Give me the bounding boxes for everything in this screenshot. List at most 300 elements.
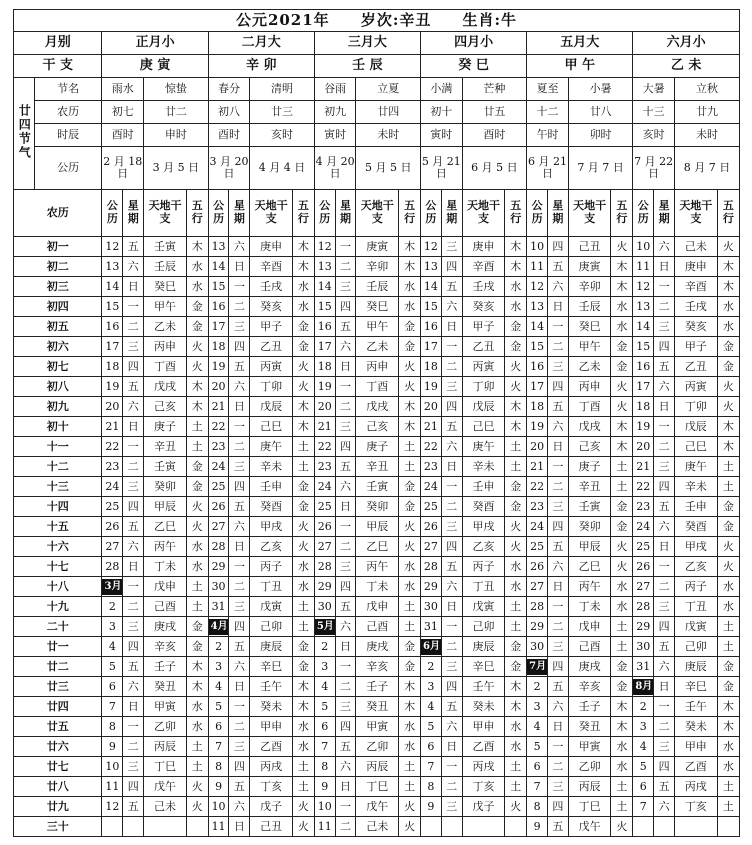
solar-date: 21 bbox=[633, 457, 654, 477]
weekday: 三 bbox=[123, 757, 144, 777]
weekday: 六 bbox=[229, 517, 250, 537]
weekday: 二 bbox=[547, 477, 568, 497]
solar-date: 26 bbox=[208, 497, 229, 517]
weekday: 一 bbox=[441, 757, 462, 777]
solar-term-date: 5 月 5 日 bbox=[356, 147, 421, 190]
solar-term-field-label: 农历 bbox=[34, 101, 102, 124]
day-element: 水 bbox=[717, 737, 739, 757]
solar-term-date: 6 月 21 日 bbox=[527, 147, 569, 190]
table-row bbox=[14, 617, 740, 637]
weekday: 三 bbox=[335, 557, 356, 577]
solar-date: 15 bbox=[314, 297, 335, 317]
day-ganzhi: 丁亥 bbox=[250, 777, 293, 797]
weekday: 一 bbox=[335, 377, 356, 397]
day-ganzhi: 甲午 bbox=[568, 337, 611, 357]
ganzhi-header: 天地干支 bbox=[356, 190, 399, 237]
weekday: 六 bbox=[335, 337, 356, 357]
solar-date-header: 公历 bbox=[102, 190, 123, 237]
day-element bbox=[505, 817, 527, 837]
solar-term-time: 亥时 bbox=[250, 124, 315, 147]
solar-date: 23 bbox=[633, 497, 654, 517]
day-ganzhi: 癸卯 bbox=[568, 517, 611, 537]
solar-date: 4 bbox=[633, 737, 654, 757]
weekday: 日 bbox=[335, 637, 356, 657]
day-element: 火 bbox=[717, 237, 739, 257]
day-ganzhi: 癸卯 bbox=[144, 477, 187, 497]
day-element: 土 bbox=[611, 637, 633, 657]
weekday: 日 bbox=[547, 577, 568, 597]
day-element: 水 bbox=[186, 257, 208, 277]
solar-date: 15 bbox=[421, 297, 442, 317]
day-element: 水 bbox=[611, 577, 633, 597]
solar-date: 4 bbox=[102, 637, 123, 657]
page-title bbox=[14, 10, 740, 32]
weekday: 二 bbox=[229, 577, 250, 597]
day-element: 火 bbox=[505, 517, 527, 537]
weekday: 二 bbox=[441, 357, 462, 377]
solar-date: 2 bbox=[208, 637, 229, 657]
weekday bbox=[123, 817, 144, 837]
weekday: 二 bbox=[229, 297, 250, 317]
solar-date: 11 bbox=[102, 777, 123, 797]
day-ganzhi: 癸未 bbox=[674, 717, 717, 737]
day-ganzhi: 甲申 bbox=[250, 717, 293, 737]
day-element: 火 bbox=[186, 357, 208, 377]
weekday: 五 bbox=[229, 637, 250, 657]
day-ganzhi: 庚午 bbox=[250, 437, 293, 457]
solar-date: 23 bbox=[208, 437, 229, 457]
solar-date: 24 bbox=[421, 477, 442, 497]
weekday: 六 bbox=[441, 577, 462, 597]
weekday: 五 bbox=[229, 357, 250, 377]
table-row bbox=[14, 297, 740, 317]
day-element: 火 bbox=[292, 817, 314, 837]
day-ganzhi bbox=[674, 817, 717, 837]
day-ganzhi: 甲辰 bbox=[568, 537, 611, 557]
day-element: 火 bbox=[611, 377, 633, 397]
solar-term-date: 3 月 20 日 bbox=[208, 147, 250, 190]
table-row bbox=[14, 717, 740, 737]
day-ganzhi: 辛亥 bbox=[568, 677, 611, 697]
weekday: 六 bbox=[441, 297, 462, 317]
solar-date bbox=[633, 677, 654, 697]
weekday: 三 bbox=[335, 277, 356, 297]
day-element: 土 bbox=[505, 597, 527, 617]
weekday: 三 bbox=[441, 377, 462, 397]
table-row bbox=[14, 377, 740, 397]
day-ganzhi: 丁卯 bbox=[250, 377, 293, 397]
day-element: 水 bbox=[399, 577, 421, 597]
solar-date: 22 bbox=[527, 477, 548, 497]
solar-term-field-label: 节名 bbox=[34, 78, 102, 101]
day-element: 土 bbox=[399, 777, 421, 797]
solar-date: 7 bbox=[633, 797, 654, 817]
weekday: 六 bbox=[229, 657, 250, 677]
weekday: 五 bbox=[123, 797, 144, 817]
table-row bbox=[14, 417, 740, 437]
day-element: 火 bbox=[611, 537, 633, 557]
solar-date: 27 bbox=[633, 577, 654, 597]
solar-term-field-label: 公历 bbox=[34, 147, 102, 190]
table-row bbox=[14, 797, 740, 817]
day-ganzhi: 庚戌 bbox=[568, 657, 611, 677]
day-ganzhi: 庚子 bbox=[356, 437, 399, 457]
day-ganzhi: 丁巳 bbox=[144, 757, 187, 777]
solar-date: 3 bbox=[633, 717, 654, 737]
day-ganzhi: 壬申 bbox=[250, 477, 293, 497]
table-row bbox=[14, 697, 740, 717]
weekday: 三 bbox=[441, 237, 462, 257]
day-ganzhi: 丙午 bbox=[144, 537, 187, 557]
solar-date: 3 bbox=[314, 657, 335, 677]
solar-term-time: 未时 bbox=[356, 124, 421, 147]
day-element: 火 bbox=[292, 537, 314, 557]
day-ganzhi: 丁未 bbox=[568, 597, 611, 617]
day-element: 木 bbox=[611, 437, 633, 457]
solar-date: 23 bbox=[421, 457, 442, 477]
day-element: 金 bbox=[399, 637, 421, 657]
day-element: 金 bbox=[292, 477, 314, 497]
solar-date: 13 bbox=[314, 257, 335, 277]
day-ganzhi: 己未 bbox=[144, 797, 187, 817]
day-ganzhi: 戊寅 bbox=[462, 597, 505, 617]
day-element: 金 bbox=[611, 357, 633, 377]
weekday: 二 bbox=[335, 397, 356, 417]
solar-date: 28 bbox=[527, 597, 548, 617]
solar-date: 29 bbox=[633, 617, 654, 637]
solar-date: 2 bbox=[421, 657, 442, 677]
day-ganzhi: 壬辰 bbox=[356, 277, 399, 297]
day-element: 木 bbox=[292, 257, 314, 277]
solar-date: 14 bbox=[527, 317, 548, 337]
day-element: 木 bbox=[505, 417, 527, 437]
weekday: 三 bbox=[229, 597, 250, 617]
day-element: 金 bbox=[292, 317, 314, 337]
weekday: 日 bbox=[229, 257, 250, 277]
day-ganzhi: 戊午 bbox=[144, 777, 187, 797]
day-ganzhi: 乙亥 bbox=[462, 537, 505, 557]
solar-date: 25 bbox=[421, 497, 442, 517]
weekday: 日 bbox=[441, 317, 462, 337]
solar-date: 27 bbox=[314, 537, 335, 557]
weekday: 六 bbox=[547, 557, 568, 577]
solar-date: 25 bbox=[527, 537, 548, 557]
lunar-calendar-table bbox=[13, 9, 740, 837]
day-element: 水 bbox=[292, 277, 314, 297]
day-ganzhi: 丁亥 bbox=[462, 777, 505, 797]
day-ganzhi: 甲子 bbox=[462, 317, 505, 337]
day-element: 金 bbox=[717, 657, 739, 677]
table-row bbox=[14, 757, 740, 777]
solar-date: 29 bbox=[527, 617, 548, 637]
weekday: 四 bbox=[547, 797, 568, 817]
day-ganzhi: 己酉 bbox=[144, 597, 187, 617]
day-element: 木 bbox=[399, 417, 421, 437]
weekday: 三 bbox=[441, 517, 462, 537]
day-ganzhi: 丁卯 bbox=[674, 397, 717, 417]
solar-date: 12 bbox=[633, 277, 654, 297]
solar-terms-label bbox=[14, 78, 35, 190]
day-ganzhi: 戊子 bbox=[250, 797, 293, 817]
ganzhi-label: 干 支 bbox=[14, 55, 102, 78]
solar-date: 7 bbox=[314, 737, 335, 757]
solar-date: 18 bbox=[314, 357, 335, 377]
solar-date: 31 bbox=[421, 617, 442, 637]
day-ganzhi: 辛未 bbox=[674, 477, 717, 497]
solar-date: 8 bbox=[527, 797, 548, 817]
day-ganzhi: 乙酉 bbox=[250, 737, 293, 757]
day-element: 木 bbox=[505, 677, 527, 697]
day-ganzhi: 丙辰 bbox=[144, 737, 187, 757]
day-element: 土 bbox=[611, 477, 633, 497]
lunar-day-label: 廿七 bbox=[14, 757, 102, 777]
element-header: 五行 bbox=[399, 190, 421, 237]
month-start-marker: 8月 bbox=[633, 679, 653, 695]
day-element: 土 bbox=[186, 757, 208, 777]
solar-date: 27 bbox=[421, 537, 442, 557]
day-element: 水 bbox=[186, 537, 208, 557]
day-ganzhi bbox=[144, 817, 187, 837]
solar-date: 18 bbox=[633, 397, 654, 417]
element-header: 五行 bbox=[186, 190, 208, 237]
month-row bbox=[14, 32, 740, 55]
table-row bbox=[14, 277, 740, 297]
day-element: 木 bbox=[292, 237, 314, 257]
weekday: 二 bbox=[123, 597, 144, 617]
lunar-day-label: 廿二 bbox=[14, 657, 102, 677]
day-element: 木 bbox=[505, 397, 527, 417]
weekday: 六 bbox=[547, 417, 568, 437]
weekday: 二 bbox=[335, 257, 356, 277]
day-ganzhi: 癸未 bbox=[462, 697, 505, 717]
solar-date: 4 bbox=[421, 697, 442, 717]
day-element: 火 bbox=[611, 557, 633, 577]
day-ganzhi: 癸酉 bbox=[674, 517, 717, 537]
day-element: 火 bbox=[292, 797, 314, 817]
solar-date: 13 bbox=[421, 257, 442, 277]
day-element: 木 bbox=[399, 697, 421, 717]
lunar-day-label: 初六 bbox=[14, 337, 102, 357]
month-start-marker: 6月 bbox=[421, 639, 441, 655]
solar-term-name: 大暑 bbox=[633, 78, 675, 101]
solar-date-header: 公历 bbox=[527, 190, 548, 237]
day-element: 木 bbox=[611, 277, 633, 297]
solar-term-date: 7 月 7 日 bbox=[568, 147, 633, 190]
table-row bbox=[14, 477, 740, 497]
day-ganzhi: 乙酉 bbox=[674, 757, 717, 777]
weekday: 二 bbox=[654, 577, 675, 597]
weekday: 六 bbox=[229, 237, 250, 257]
day-element: 火 bbox=[505, 357, 527, 377]
weekday: 六 bbox=[123, 257, 144, 277]
lunar-day-label: 初九 bbox=[14, 397, 102, 417]
solar-date: 26 bbox=[314, 517, 335, 537]
day-element: 金 bbox=[505, 497, 527, 517]
day-element: 木 bbox=[399, 397, 421, 417]
table-row bbox=[14, 537, 740, 557]
weekday: 五 bbox=[441, 557, 462, 577]
weekday: 二 bbox=[441, 637, 462, 657]
weekday: 日 bbox=[123, 417, 144, 437]
day-element: 木 bbox=[717, 437, 739, 457]
weekday: 二 bbox=[654, 437, 675, 457]
weekday-header: 星期 bbox=[123, 190, 144, 237]
weekday: 六 bbox=[654, 237, 675, 257]
weekday: 一 bbox=[654, 417, 675, 437]
solar-date: 12 bbox=[527, 277, 548, 297]
day-element: 金 bbox=[399, 477, 421, 497]
month-ganzhi: 癸 巳 bbox=[421, 55, 527, 78]
day-ganzhi: 壬辰 bbox=[568, 297, 611, 317]
weekday: 四 bbox=[441, 257, 462, 277]
weekday: 六 bbox=[123, 537, 144, 557]
day-element: 水 bbox=[611, 597, 633, 617]
day-element: 金 bbox=[399, 497, 421, 517]
day-element: 火 bbox=[717, 377, 739, 397]
weekday: 四 bbox=[547, 657, 568, 677]
day-element: 金 bbox=[186, 637, 208, 657]
weekday: 四 bbox=[123, 357, 144, 377]
weekday: 一 bbox=[654, 557, 675, 577]
solar-term-name: 惊蛰 bbox=[144, 78, 209, 101]
day-element: 金 bbox=[505, 657, 527, 677]
solar-date: 4 bbox=[527, 717, 548, 737]
day-ganzhi: 庚戌 bbox=[144, 617, 187, 637]
weekday: 三 bbox=[335, 697, 356, 717]
weekday: 日 bbox=[335, 497, 356, 517]
day-ganzhi: 庚寅 bbox=[356, 237, 399, 257]
lunar-day-label: 初三 bbox=[14, 277, 102, 297]
day-ganzhi: 乙卯 bbox=[568, 757, 611, 777]
solar-date: 19 bbox=[314, 377, 335, 397]
day-element: 木 bbox=[505, 237, 527, 257]
weekday: 日 bbox=[441, 737, 462, 757]
day-element: 水 bbox=[611, 317, 633, 337]
day-ganzhi: 辛亥 bbox=[144, 637, 187, 657]
solar-date: 28 bbox=[421, 557, 442, 577]
day-ganzhi: 丙戌 bbox=[250, 757, 293, 777]
solar-date: 17 bbox=[633, 377, 654, 397]
weekday: 一 bbox=[654, 697, 675, 717]
ganzhi-header: 天地干支 bbox=[568, 190, 611, 237]
day-element: 水 bbox=[717, 317, 739, 337]
day-ganzhi: 戊戌 bbox=[568, 417, 611, 437]
solar-date: 4 bbox=[314, 677, 335, 697]
day-element: 水 bbox=[399, 737, 421, 757]
lunar-day-label: 十一 bbox=[14, 437, 102, 457]
day-element: 木 bbox=[186, 397, 208, 417]
day-element: 水 bbox=[611, 737, 633, 757]
solar-term-name: 小暑 bbox=[568, 78, 633, 101]
day-element: 金 bbox=[399, 337, 421, 357]
weekday: 二 bbox=[441, 777, 462, 797]
day-element: 金 bbox=[292, 337, 314, 357]
solar-date: 11 bbox=[314, 817, 335, 837]
day-element: 火 bbox=[186, 497, 208, 517]
solar-date: 10 bbox=[314, 797, 335, 817]
day-ganzhi: 己亥 bbox=[356, 417, 399, 437]
weekday: 五 bbox=[335, 597, 356, 617]
day-ganzhi: 戊申 bbox=[356, 597, 399, 617]
weekday: 三 bbox=[547, 357, 568, 377]
day-ganzhi: 己丑 bbox=[568, 237, 611, 257]
solar-date: 2 bbox=[314, 637, 335, 657]
table-row bbox=[14, 637, 740, 657]
weekday: 五 bbox=[654, 357, 675, 377]
day-ganzhi: 庚申 bbox=[462, 237, 505, 257]
day-element: 木 bbox=[292, 677, 314, 697]
day-element: 木 bbox=[717, 697, 739, 717]
lunar-column-header: 农历 bbox=[14, 190, 102, 237]
day-ganzhi: 己巳 bbox=[462, 417, 505, 437]
solar-date: 7 bbox=[527, 777, 548, 797]
day-element: 土 bbox=[717, 637, 739, 657]
day-ganzhi: 戊午 bbox=[568, 817, 611, 837]
day-ganzhi: 甲子 bbox=[250, 317, 293, 337]
weekday: 五 bbox=[229, 777, 250, 797]
solar-date: 21 bbox=[314, 417, 335, 437]
solar-date: 17 bbox=[102, 337, 123, 357]
day-ganzhi: 癸丑 bbox=[356, 697, 399, 717]
day-ganzhi: 癸亥 bbox=[674, 317, 717, 337]
month-ganzhi: 庚 寅 bbox=[102, 55, 208, 78]
solar-term-name: 清明 bbox=[250, 78, 315, 101]
lunar-day-label: 廿一 bbox=[14, 637, 102, 657]
lunar-day-label: 初五 bbox=[14, 317, 102, 337]
day-element: 火 bbox=[505, 537, 527, 557]
weekday: 二 bbox=[335, 537, 356, 557]
weekday: 二 bbox=[123, 457, 144, 477]
day-ganzhi: 壬午 bbox=[462, 677, 505, 697]
month-name: 五月大 bbox=[527, 32, 633, 55]
solar-date: 10 bbox=[527, 237, 548, 257]
weekday-header: 星期 bbox=[441, 190, 462, 237]
day-ganzhi: 丁亥 bbox=[674, 797, 717, 817]
table-row bbox=[14, 457, 740, 477]
day-ganzhi: 己未 bbox=[674, 237, 717, 257]
day-element: 土 bbox=[505, 617, 527, 637]
day-ganzhi: 己未 bbox=[356, 817, 399, 837]
weekday: 五 bbox=[547, 257, 568, 277]
day-element: 水 bbox=[186, 697, 208, 717]
table-row bbox=[14, 777, 740, 797]
solar-date: 7 bbox=[208, 737, 229, 757]
day-ganzhi: 壬子 bbox=[568, 697, 611, 717]
solar-term-date: 7 月 22 日 bbox=[633, 147, 675, 190]
solar-date: 10 bbox=[208, 797, 229, 817]
weekday: 一 bbox=[123, 297, 144, 317]
day-element: 水 bbox=[505, 737, 527, 757]
day-ganzhi: 辛巳 bbox=[674, 677, 717, 697]
weekday: 一 bbox=[547, 737, 568, 757]
solar-date: 21 bbox=[102, 417, 123, 437]
day-element: 水 bbox=[717, 597, 739, 617]
solar-date: 21 bbox=[208, 397, 229, 417]
day-ganzhi: 乙丑 bbox=[250, 337, 293, 357]
weekday: 一 bbox=[547, 457, 568, 477]
solar-term-date: 2 月 18 日 bbox=[102, 147, 144, 190]
solar-term-lunar: 十二 bbox=[527, 101, 569, 124]
weekday: 日 bbox=[123, 557, 144, 577]
weekday: 二 bbox=[654, 717, 675, 737]
solar-date: 6 bbox=[421, 737, 442, 757]
day-ganzhi: 辛巳 bbox=[462, 657, 505, 677]
day-ganzhi: 甲寅 bbox=[568, 737, 611, 757]
solar-date bbox=[102, 577, 123, 597]
month-name: 二月大 bbox=[208, 32, 314, 55]
day-ganzhi: 辛酉 bbox=[674, 277, 717, 297]
solar-terms-text: 廿四节气 bbox=[17, 104, 32, 161]
